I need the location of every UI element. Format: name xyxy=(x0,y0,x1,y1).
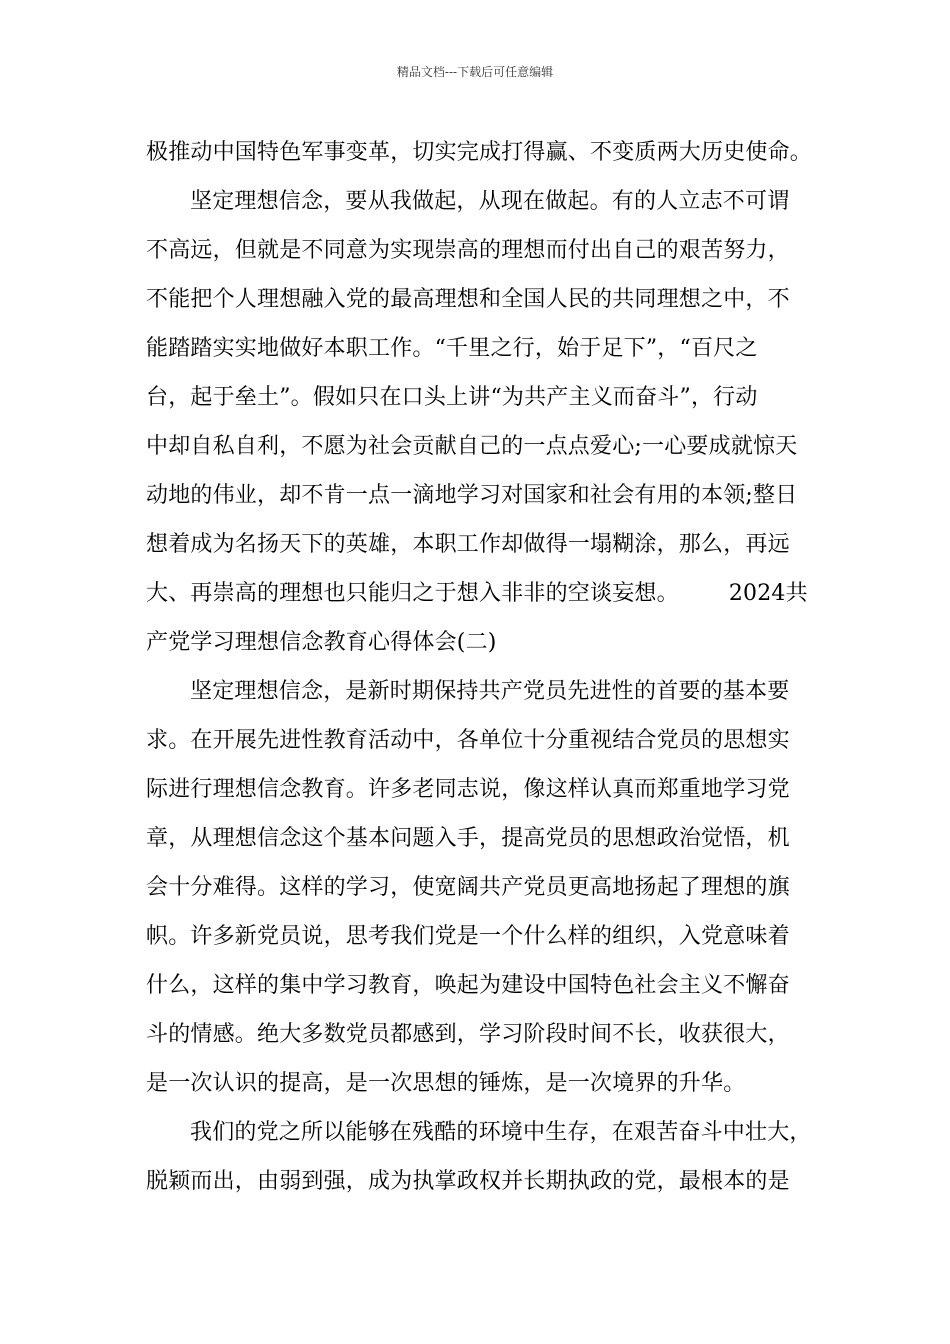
paragraph-line: 会十分难得。这样的学习，使宽阔共产党员更高地扬起了理想的旗 xyxy=(146,875,790,900)
paragraph-line: 际进行理想信念教育。许多老同志说，像这样认真而郑重地学习党 xyxy=(146,777,790,802)
paragraph-line: 能踏踏实实地做好本职工作。“千里之行，始于足下”，“百尺之 xyxy=(146,336,758,361)
paragraph-line: 中却自私自利，不愿为社会贡献自己的一点点爱心;一心要成就惊天 xyxy=(146,434,798,459)
paragraph-line: 斗的情感。绝大多数党员都感到，学习阶段时间不长，收获很大， xyxy=(146,1022,790,1047)
paragraph-line: 不高远，但就是不同意为实现崇高的理想而付出自己的艰苦努力， xyxy=(146,238,790,263)
paragraph-line xyxy=(146,569,826,618)
document-body xyxy=(146,128,826,1206)
paragraph-line: 想着成为名扬天下的英雄，本职工作却做得一塌糊涂，那么，再远 xyxy=(146,532,790,557)
paragraph-line: 极推动中国特色军事变革，切实完成打得赢、不变质两大历史使命。 xyxy=(146,140,813,165)
paragraph-line: 坚定理想信念，要从我做起，从现在做起。有的人立志不可谓 xyxy=(190,189,790,214)
paragraph-line: 脱颖而出，由弱到强，成为执掌政权并长期执政的党，最根本的是 xyxy=(146,1169,790,1194)
paragraph-line: 坚定理想信念，是新时期保持共产党员先进性的首要的基本要 xyxy=(190,679,790,704)
paragraph-line-text: 大、再崇高的理想也只能归之于想入非非的空谈妄想。 xyxy=(146,581,679,606)
paragraph-line: 动地的伟业，却不肯一点一滴地学习对国家和社会有用的本领;整日 xyxy=(146,483,798,508)
paragraph-line: 章，从理想信念这个基本问题入手，提高党员的思想政治觉悟，机 xyxy=(146,826,790,851)
paragraph-line: 什么，这样的集中学习教育，唤起为建设中国特色社会主义不懈奋 xyxy=(146,973,790,998)
paragraph-line: 不能把个人理想融入党的最高理想和全国人民的共同理想之中，不 xyxy=(146,287,790,312)
section-heading-end: 产党学习理想信念教育心得体会(二) xyxy=(146,630,497,655)
paragraph-line: 是一次认识的提高，是一次思想的锤炼，是一次境界的升华。 xyxy=(146,1071,746,1096)
page-header: 精品文档---下载后可任意编辑 xyxy=(396,65,554,79)
paragraph-line: 求。在开展先进性教育活动中，各单位十分重视结合党员的思想实 xyxy=(146,728,790,753)
paragraph-line: 台，起于垒土”。假如只在口头上讲“为共产主义而奋斗”，行动 xyxy=(146,385,758,410)
section-heading-start: 2024共 xyxy=(728,581,808,606)
paragraph-line: 我们的党之所以能够在残酷的环境中生存，在艰苦奋斗中壮大， xyxy=(190,1120,812,1145)
paragraph-line: 帜。许多新党员说，思考我们党是一个什么样的组织，入党意味着 xyxy=(146,924,790,949)
